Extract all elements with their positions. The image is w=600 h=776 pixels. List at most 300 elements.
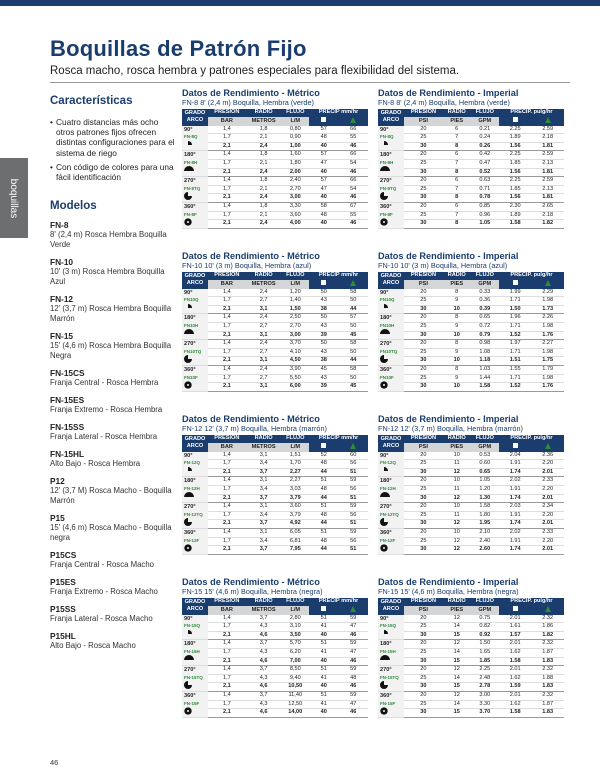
table-row (182, 348, 368, 357)
table-row (182, 537, 368, 546)
unit-header: PIES (443, 117, 471, 126)
table-cell: 1,7 (208, 700, 246, 709)
table-cell: 1.91 (499, 460, 532, 469)
arc-cell (182, 528, 208, 554)
table-cell: 30 (404, 709, 443, 718)
unit-header: PSI (404, 280, 443, 289)
table-cell: 1.56 (499, 142, 532, 151)
table-cell: 7 (443, 185, 471, 194)
table-cell: 48 (309, 460, 338, 469)
model-code: P15CS (50, 550, 77, 561)
arc-header: GRADO ARCO (182, 109, 208, 126)
table-cell: 4,50 (282, 357, 309, 366)
table-cell: 56 (338, 511, 368, 520)
table-cell: 15 (443, 709, 471, 718)
table-cell: 11 (443, 485, 471, 494)
table-cell: 40 (309, 220, 338, 229)
table-cell: 46 (338, 194, 368, 203)
table-cell: 9,40 (282, 674, 309, 683)
model-description: 8' (2,4 m) Rosca Hembra Boquilla Verde (50, 230, 167, 250)
table-row (182, 503, 368, 512)
table-cell: 1,4 (208, 340, 246, 349)
table-cell: 1.18 (471, 357, 499, 366)
table-cell: 2.01 (531, 546, 564, 555)
model-code: FN-12 (50, 294, 74, 305)
arc-degree: 180° (380, 315, 392, 322)
arc-degree: 360° (184, 529, 196, 536)
table-cell: 10 (443, 528, 471, 537)
table-cell: 20 (404, 365, 443, 374)
column-header: PRECIP. pulg/hr (499, 598, 564, 606)
table-cell: 1.50 (499, 305, 532, 314)
table-cell: 1.71 (499, 348, 532, 357)
table-cell: 3,7 (246, 666, 282, 675)
table-cell: 2.36 (531, 452, 564, 460)
arc-degree: 360° (380, 203, 392, 210)
table-row (378, 126, 564, 134)
arc-pattern-icon (184, 467, 193, 472)
table-row (182, 528, 368, 537)
table-cell: 3,7 (246, 494, 282, 503)
column-header: PRESIÓN (208, 435, 246, 443)
table-cell: 30 (404, 168, 443, 177)
table-cell: 48 (309, 211, 338, 220)
table-cell: 54 (338, 159, 368, 168)
arc-cell (182, 365, 208, 391)
table-cell: 50 (309, 314, 338, 323)
column-header: RADIO (443, 272, 471, 280)
square-spacing-icon (309, 280, 338, 289)
table-row (182, 683, 368, 692)
table-cell: 1.85 (499, 185, 532, 194)
table-row (182, 159, 368, 168)
table-cell: 2,1 (246, 185, 282, 194)
table-cell: 4,3 (246, 700, 282, 709)
table-cell: 1,7 (208, 460, 246, 469)
table-cell: 1,8 (246, 151, 282, 160)
table-cell: 2.33 (531, 477, 564, 486)
column-header: RADIO (246, 272, 282, 280)
table-cell: 38 (309, 357, 338, 366)
table-cell: 40 (309, 168, 338, 177)
table-cell: 3,00 (282, 331, 309, 340)
arc-degree: 90° (184, 615, 193, 622)
arc-pattern-icon (380, 218, 389, 223)
table-cell: 2.01 (531, 468, 564, 477)
table-row (378, 511, 564, 520)
table-cell: 55 (338, 211, 368, 220)
table-cell: 8 (443, 220, 471, 229)
nozzle-code: FN-15TQ (184, 674, 203, 680)
table-cell: 40 (309, 142, 338, 151)
table-cell: 1.05 (471, 477, 499, 486)
table-cell: 2,1 (208, 194, 246, 203)
table-row (378, 151, 564, 160)
table-cell: 14 (443, 648, 471, 657)
table-cell: 3,4 (246, 460, 282, 469)
nozzle-code: FN-8Q (380, 134, 394, 140)
table-cell: 0.63 (471, 177, 499, 186)
table-cell: 10 (443, 305, 471, 314)
table-cell: 5,50 (282, 374, 309, 383)
nozzle-code: FN-8Q (184, 134, 198, 140)
table-row (182, 185, 368, 194)
table-cell: 59 (338, 615, 368, 623)
table-cell: 12 (443, 494, 471, 503)
square-spacing-icon (499, 443, 532, 452)
table-cell: 46 (338, 709, 368, 718)
table-cell: 1.62 (499, 674, 532, 683)
arc-pattern-icon (184, 355, 193, 360)
table-cell: 3,50 (282, 631, 309, 640)
table-row (378, 452, 564, 460)
table-row (182, 657, 368, 666)
table-cell: 1.96 (499, 314, 532, 323)
column-header: PRESIÓN (404, 109, 443, 117)
table-cell: 4,3 (246, 674, 282, 683)
table-row (378, 159, 564, 168)
table-cell: 2.26 (531, 314, 564, 323)
arc-header: GRADO ARCO (378, 598, 404, 615)
arc-cell (182, 477, 208, 503)
table-cell: 15 (443, 657, 471, 666)
table-cell: 0.60 (471, 460, 499, 469)
table-cell: 43 (309, 374, 338, 383)
table-cell: 1.74 (499, 494, 532, 503)
table-cell: 10 (443, 452, 471, 460)
nozzle-code: FN-8H (184, 159, 198, 165)
arc-pattern-icon (380, 166, 389, 171)
table-row (182, 168, 368, 177)
table-row (378, 460, 564, 469)
table-cell: 2.65 (531, 202, 564, 211)
table-cell: 2.33 (531, 528, 564, 537)
table-cell: 2.20 (531, 511, 564, 520)
table-cell: 2.32 (531, 691, 564, 700)
model-description: 12' (3,7 m) Rosca Hembra Boquilla Marrón (50, 304, 172, 324)
arc-degree: 180° (380, 478, 392, 485)
table-cell: 6,05 (282, 528, 309, 537)
model-code: P15 (50, 513, 65, 524)
arc-pattern-icon (184, 381, 193, 386)
table-cell: 2.01 (499, 666, 532, 675)
table-row (378, 297, 564, 306)
table-row (182, 374, 368, 383)
table-cell: 1,7 (208, 485, 246, 494)
arc-cell (378, 691, 404, 717)
table-cell: 1.62 (499, 700, 532, 709)
table-cell: 1.44 (471, 374, 499, 383)
table-cell: 0.92 (471, 631, 499, 640)
table-cell: 3,1 (246, 477, 282, 486)
table-cell: 1.58 (499, 220, 532, 229)
table-cell: 4,6 (246, 683, 282, 692)
arc-header: GRADO ARCO (182, 435, 208, 452)
column-header: RADIO (443, 109, 471, 117)
table-cell: 30 (404, 220, 443, 229)
arc-pattern-icon (184, 329, 193, 334)
table-cell: 30 (404, 194, 443, 203)
table-cell: 10 (443, 477, 471, 486)
table-cell: 0.39 (471, 305, 499, 314)
table-cell: 2,4 (246, 289, 282, 297)
arc-pattern-icon (380, 192, 389, 197)
table-cell: 0.82 (471, 623, 499, 632)
table-row (182, 709, 368, 718)
unit-header: PIES (443, 606, 471, 615)
table-cell: 3,90 (282, 365, 309, 374)
model-description: 15' (4,6 m) Rosca Macho - Boquilla negra (50, 523, 172, 543)
table-cell: 2,1 (208, 142, 246, 151)
table-cell: 0.98 (471, 340, 499, 349)
table-row (182, 666, 368, 675)
arc-cell (378, 503, 404, 529)
column-header: FLUJO (282, 109, 309, 117)
models-list (50, 220, 175, 651)
model-code: P15SS (50, 604, 76, 615)
table-cell: 1,7 (208, 511, 246, 520)
table-cell: 2.02 (499, 528, 532, 537)
table-row (182, 494, 368, 503)
table-cell: 3,7 (246, 468, 282, 477)
arc-cell (182, 691, 208, 717)
model-description: Franja Central - Rosca Hembra (50, 378, 159, 388)
table-cell: 20 (404, 151, 443, 160)
arc-cell (182, 151, 208, 177)
table-cell: 51 (338, 520, 368, 529)
table-cell: 25 (404, 297, 443, 306)
table-cell: 2,80 (282, 615, 309, 623)
nozzle-code: FN10Q (184, 297, 199, 303)
nozzle-code: FN10H (380, 322, 395, 328)
table-cell: 39 (309, 383, 338, 392)
table-cell: 11 (443, 511, 471, 520)
table-cell: 3,30 (282, 202, 309, 211)
table-cell: 58 (338, 289, 368, 297)
table-cell: 2.01 (499, 640, 532, 649)
performance-table (378, 414, 564, 555)
nozzle-code: FN-15H (380, 648, 396, 654)
nozzle-code: FN-12TQ (380, 511, 399, 517)
table-cell: 1.88 (531, 674, 564, 683)
table-cell: 3,1 (246, 357, 282, 366)
table-cell: 59 (338, 528, 368, 537)
table-row (378, 683, 564, 692)
table-cell: 20 (404, 477, 443, 486)
table-title: Datos de Rendimiento - Imperial (378, 577, 519, 587)
table-row (182, 460, 368, 469)
table-cell: 12 (443, 666, 471, 675)
column-header: PRESIÓN (208, 272, 246, 280)
model-description: Franja Lateral - Rosca Macho (50, 614, 153, 624)
table-cell: 1,4 (208, 666, 246, 675)
model-item (50, 331, 175, 361)
unit-header: METROS (246, 117, 282, 126)
table-cell: 2.25 (499, 126, 532, 134)
arc-degree: 180° (380, 152, 392, 159)
table-cell: 1.80 (471, 511, 499, 520)
column-header: RADIO (443, 435, 471, 443)
arc-pattern-icon (380, 329, 389, 334)
table-cell: 1.81 (531, 194, 564, 203)
arc-cell (378, 340, 404, 366)
arc-cell (378, 365, 404, 391)
table-cell: 3,1 (246, 305, 282, 314)
table-row (378, 211, 564, 220)
table-row (378, 168, 564, 177)
table-cell: 1.99 (499, 289, 532, 297)
table-cell: 3,60 (282, 211, 309, 220)
arc-cell (182, 177, 208, 203)
table-cell: 10 (443, 331, 471, 340)
table-cell: 50 (338, 374, 368, 383)
table-cell: 1.71 (499, 297, 532, 306)
table-cell: 1.52 (499, 383, 532, 392)
arc-degree: 90° (184, 126, 193, 133)
models-heading: Modelos (50, 200, 97, 213)
table-cell: 3,1 (246, 503, 282, 512)
table-cell: 25 (404, 511, 443, 520)
table-cell: 1.75 (531, 357, 564, 366)
table-subtitle: FN-8 8' (2,4 m) Boquilla, Hembra (verde) (378, 98, 510, 107)
unit-header: METROS (246, 443, 282, 452)
table-row (182, 194, 368, 203)
triangle-spacing-icon (338, 280, 368, 289)
table-cell: 1,7 (208, 348, 246, 357)
model-code: FN-15ES (50, 395, 85, 406)
column-header: PRECIP mm/hr (309, 272, 368, 280)
table-cell: 39 (309, 331, 338, 340)
table-cell: 8 (443, 340, 471, 349)
table-cell: 2,00 (282, 168, 309, 177)
table-subtitle: FN-15 15' (4,6 m) Boquilla, Hembra (negra) (182, 587, 323, 596)
table-cell: 1.71 (499, 374, 532, 383)
table-cell: 1.98 (531, 374, 564, 383)
nozzle-code: FN-15Q (184, 623, 201, 629)
table-cell: 20 (404, 289, 443, 297)
table-cell: 0.33 (471, 289, 499, 297)
table-cell: 25 (404, 134, 443, 143)
nozzle-code: FN10F (184, 374, 198, 380)
side-tab (0, 158, 28, 238)
table-cell: 2,1 (208, 546, 246, 555)
nozzle-code: FN-15TQ (380, 674, 399, 680)
table-cell: 2,1 (208, 683, 246, 692)
table-cell: 2,1 (208, 494, 246, 503)
column-header: PRESIÓN (404, 598, 443, 606)
table-cell: 0.71 (471, 185, 499, 194)
table-row (182, 511, 368, 520)
model-code: FN-15SS (50, 422, 85, 433)
table-subtitle: FN-8 8' (2,4 m) Boquilla, Hembra (verde) (182, 98, 314, 107)
table-cell: 0.36 (471, 297, 499, 306)
table-cell: 2,1 (208, 520, 246, 529)
table-cell: 25 (404, 460, 443, 469)
table-cell: 3,7 (246, 640, 282, 649)
table-row (182, 202, 368, 211)
table-row (378, 520, 564, 529)
table-cell: 7,00 (282, 657, 309, 666)
feature-item: • Cuatro distancias más ocho otros patrones fijos ofrecen distintas configuraciones para el sistema de riego (50, 117, 175, 158)
arc-header: GRADO ARCO (182, 598, 208, 615)
table-cell: 2,70 (282, 185, 309, 194)
table-cell: 47 (338, 648, 368, 657)
table-cell: 48 (309, 134, 338, 143)
table-cell: 25 (404, 485, 443, 494)
table-cell: 40 (309, 631, 338, 640)
table-cell: 1,4 (208, 503, 246, 512)
table-row (378, 468, 564, 477)
table-cell: 1.79 (531, 365, 564, 374)
table-cell: 1,4 (208, 289, 246, 297)
column-header: PRECIP. pulg/hr (499, 435, 564, 443)
column-header: PRECIP mm/hr (309, 435, 368, 443)
performance-table (378, 88, 564, 229)
table-cell: 2.02 (499, 477, 532, 486)
column-header: PRECIP. pulg/hr (499, 109, 564, 117)
table-cell: 3,7 (246, 546, 282, 555)
arc-pattern-icon (380, 630, 389, 635)
table-cell: 20 (404, 666, 443, 675)
table-cell: 25 (404, 648, 443, 657)
table-cell: 15 (443, 683, 471, 692)
nozzle-code: FN-12Q (380, 460, 397, 466)
table-cell: 56 (338, 485, 368, 494)
table-cell: 2.20 (531, 460, 564, 469)
table-cell: 1.95 (471, 520, 499, 529)
table-cell: 9 (443, 322, 471, 331)
table-row (378, 134, 564, 143)
table-cell: 59 (338, 666, 368, 675)
arc-degree: 270° (380, 341, 392, 348)
table-cell: 2,4 (246, 194, 282, 203)
arc-pattern-icon (184, 681, 193, 686)
model-code: FN-8 (50, 220, 69, 231)
table-cell: 51 (309, 477, 338, 486)
table-cell: 1.76 (531, 331, 564, 340)
table-cell: 30 (404, 331, 443, 340)
unit-header: BAR (208, 280, 246, 289)
table-cell: 1,4 (208, 640, 246, 649)
table-cell: 1,40 (282, 297, 309, 306)
arc-pattern-icon (380, 707, 389, 712)
arc-pattern-icon (184, 544, 193, 549)
table-row (378, 477, 564, 486)
performance-table (378, 251, 564, 392)
column-header: FLUJO (282, 435, 309, 443)
table-cell: 51 (338, 494, 368, 503)
arc-pattern-icon (380, 141, 389, 146)
table-cell: 9 (443, 374, 471, 383)
triangle-spacing-icon (338, 606, 368, 615)
table-cell: 55 (338, 134, 368, 143)
table-cell: 1.85 (471, 657, 499, 666)
table-cell: 1.98 (531, 297, 564, 306)
table-cell: 2,70 (282, 322, 309, 331)
arc-degree: 270° (184, 504, 196, 511)
table-row (182, 631, 368, 640)
table-cell: 1.03 (471, 365, 499, 374)
unit-header: PIES (443, 443, 471, 452)
table-cell: 1,4 (208, 615, 246, 623)
table-cell: 4,10 (282, 348, 309, 357)
arc-degree: 90° (184, 452, 193, 459)
table-cell: 30 (404, 631, 443, 640)
table-title: Datos de Rendimiento - Métrico (182, 577, 320, 587)
table-cell: 1.82 (531, 220, 564, 229)
table-cell: 2,1 (208, 657, 246, 666)
performance-table (182, 88, 368, 229)
